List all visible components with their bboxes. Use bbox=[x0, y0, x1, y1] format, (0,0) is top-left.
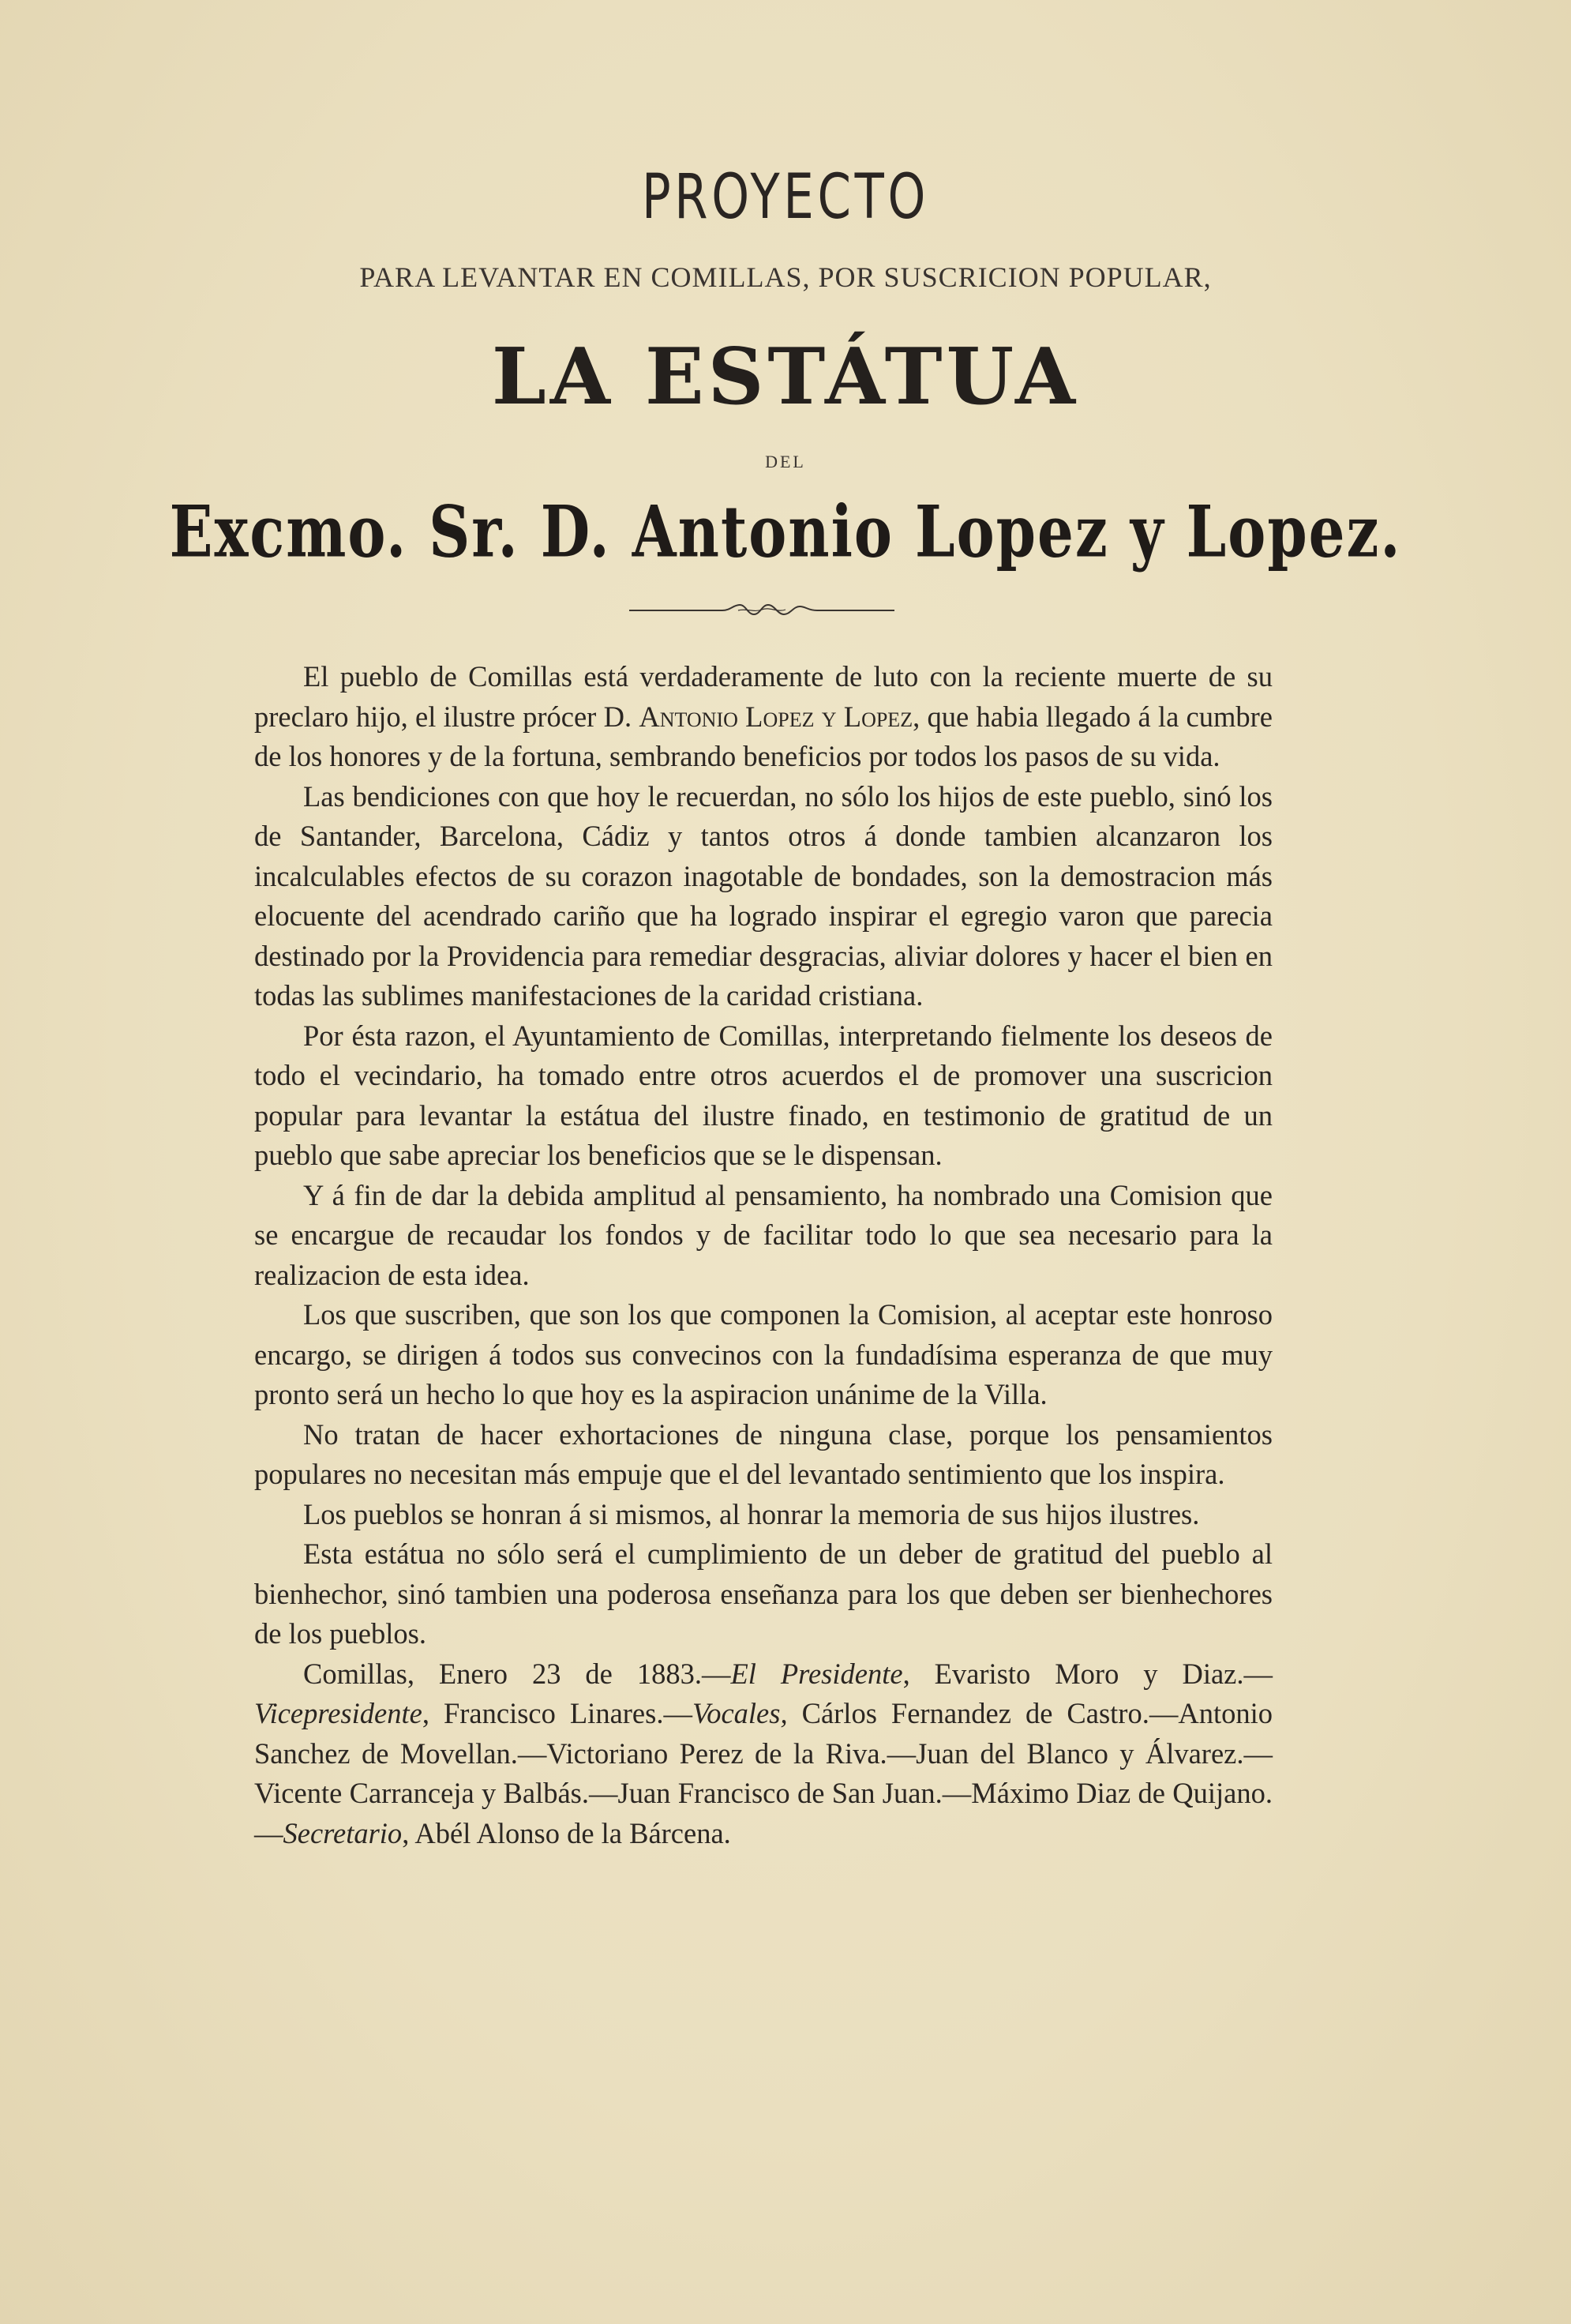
vocales-label: Vocales, bbox=[692, 1697, 788, 1729]
presidente-label: El Presidente bbox=[730, 1657, 903, 1690]
ornament-divider bbox=[628, 599, 896, 622]
paragraph-3: Por ésta razon, el Ayuntamiento de Comillas, interpretando fielmente los deseos de todo el vecindario, ha tomado entre otros acuerdos el de promover una suscricion popular para levantar la estátua del ilustre finado, en testimonio de gratitud de un pueblo que sabe apreciar los beneficios que se le dispensan. bbox=[254, 1019, 1273, 1171]
signatures: Comillas, Enero 23 de 1883.—El Presidente, Evaristo Moro y Diaz.—Vicepresidente, Francisco Linares.—Vocales, Cárlos Fernandez de Castro.—Antonio Sanchez de Movellan.—Victoriano Perez de la Riva.—Juan del Blanco y Álvarez.—Vicente Carranceja y Balbás.—Juan Francisco de San Juan.—Máximo Diaz de Quijano.—Secretario, Abél Alonso de la Bárcena. bbox=[254, 1657, 1273, 1849]
paragraph-2: Las bendiciones con que hoy le recuerdan, no sólo los hijos de este pueblo, sinó los de Santander, Barcelona, Cádiz y tantos otros á donde tambien alcanzaron los incalculables efectos de su corazon inagotable de bondades, son la demostracion más elocuente del acendrado cariño que ha logrado inspirar el egregio varon que parecia destinado por la Providencia para remediar desgracias, aliviar dolores y hacer el bien en todas las sublimes manifestaciones de la caridad cristiana. bbox=[254, 779, 1273, 1012]
paragraph-7: Los pueblos se honran á si mismos, al honrar la memoria de sus hijos ilustres. bbox=[303, 1497, 1200, 1530]
document-subtitle: PARA LEVANTAR EN COMILLAS, POR SUSCRICION POPULAR, bbox=[359, 261, 1212, 293]
vicepresidente-label: Vicepresidente bbox=[254, 1697, 422, 1729]
secretario-label: Secretario bbox=[283, 1816, 403, 1849]
paragraph-5: Los que suscriben, que son los que componen la Comision, al aceptar este honroso encargo, se dirigen á todos sus convecinos con la fundadísima esperanza de que muy pronto será un hecho lo que hoy es la aspiracion unánime de la Villa. bbox=[254, 1298, 1273, 1410]
connector-word: DEL bbox=[765, 452, 806, 471]
paragraph-6: No tratan de hacer exhortaciones de ninguna clase, porque los pensamientos populares no necesitan más empuje que el del levantado sentimiento que los inspira. bbox=[254, 1417, 1273, 1490]
honoree-name-inline: Antonio Lopez y Lopez bbox=[639, 700, 913, 733]
paragraph-1: El pueblo de Comillas está verdaderamente de luto con la reciente muerte de su preclaro hijo, el ilustre prócer D. Antonio Lopez y Lopez, que habia llegado á la cumbre de los honores y de la fortuna, sembrando beneficios por todos los pasos de su vida. bbox=[254, 660, 1273, 772]
main-title: LA ESTÁTUA bbox=[491, 332, 1080, 422]
paragraph-4: Y á fin de dar la debida amplitud al pensamiento, ha nombrado una Comision que se encargue de recaudar los fondos y de facilitar todo lo que sea necesario para la realizacion de esta idea. bbox=[254, 1178, 1273, 1291]
paragraph-8: Esta estátua no sólo será el cumplimiento de un deber de gratitud del pueblo al bienhechor, sinó tambien una poderosa enseñanza para los que deben ser bienhechores de los pueblos. bbox=[254, 1537, 1273, 1650]
body-text bbox=[254, 657, 1273, 1853]
honoree-name: Excmo. Sr. D. Antonio Lopez y Lopez. bbox=[169, 489, 1402, 573]
document-title: PROYECTO bbox=[641, 162, 930, 233]
